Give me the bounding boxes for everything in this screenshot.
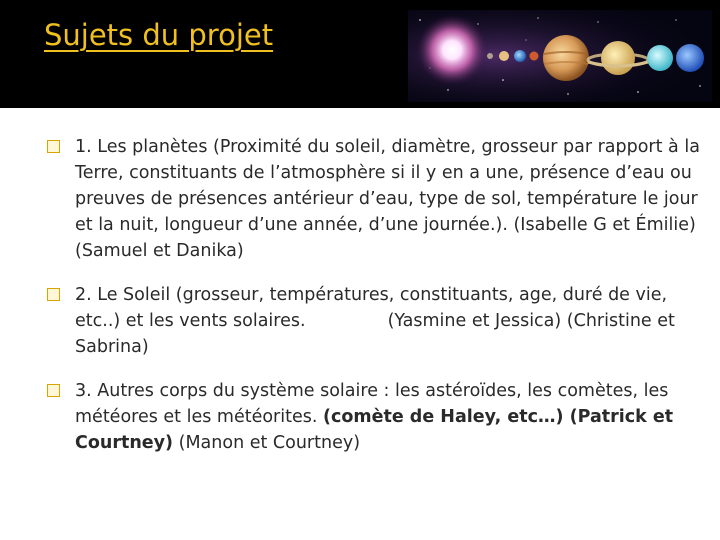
bullet-item-sun <box>46 282 716 360</box>
solar-system-planets-image <box>408 10 712 102</box>
bullet-text-planets: 1. Les planètes (Proximité du soleil, diamètre, grosseur par rapport à la Terre, constituants de l’atmosphère si il y en a une, présence d’eau ou preuves de présences antérieur d’eau, type de sol, température le jour et la nuit, longueur d’une année, d’une journée.). (Isabelle G et Émilie) (Samuel et Danika) <box>75 137 700 261</box>
bullet-text-other-names: (Manon et Courtney) <box>173 433 361 453</box>
square-bullet-icon <box>47 288 60 301</box>
slide-title: Sujets du projet <box>44 18 274 52</box>
square-bullet-icon <box>47 384 60 397</box>
bullet-text-bold-comet: (comète de Haley, etc…) (Patrick et Courtney) <box>75 407 674 453</box>
bullet-list <box>46 134 716 456</box>
bullet-item-other-bodies <box>46 378 716 456</box>
bullet-text-sun: 2. Le Soleil (grosseur, températures, constituants, age, duré de vie, etc..) et les vents solaires. <box>75 285 668 331</box>
bullet-text-sun-names: (Yasmine et Jessica) (Christine et Sabrina) <box>75 311 675 357</box>
bullet-item-planets <box>46 134 716 264</box>
square-bullet-icon <box>47 140 60 153</box>
bullet-text-other-bodies: 3. Autres corps du système solaire : les astéroïdes, les comètes, les météores et les météorites. <box>75 381 669 427</box>
